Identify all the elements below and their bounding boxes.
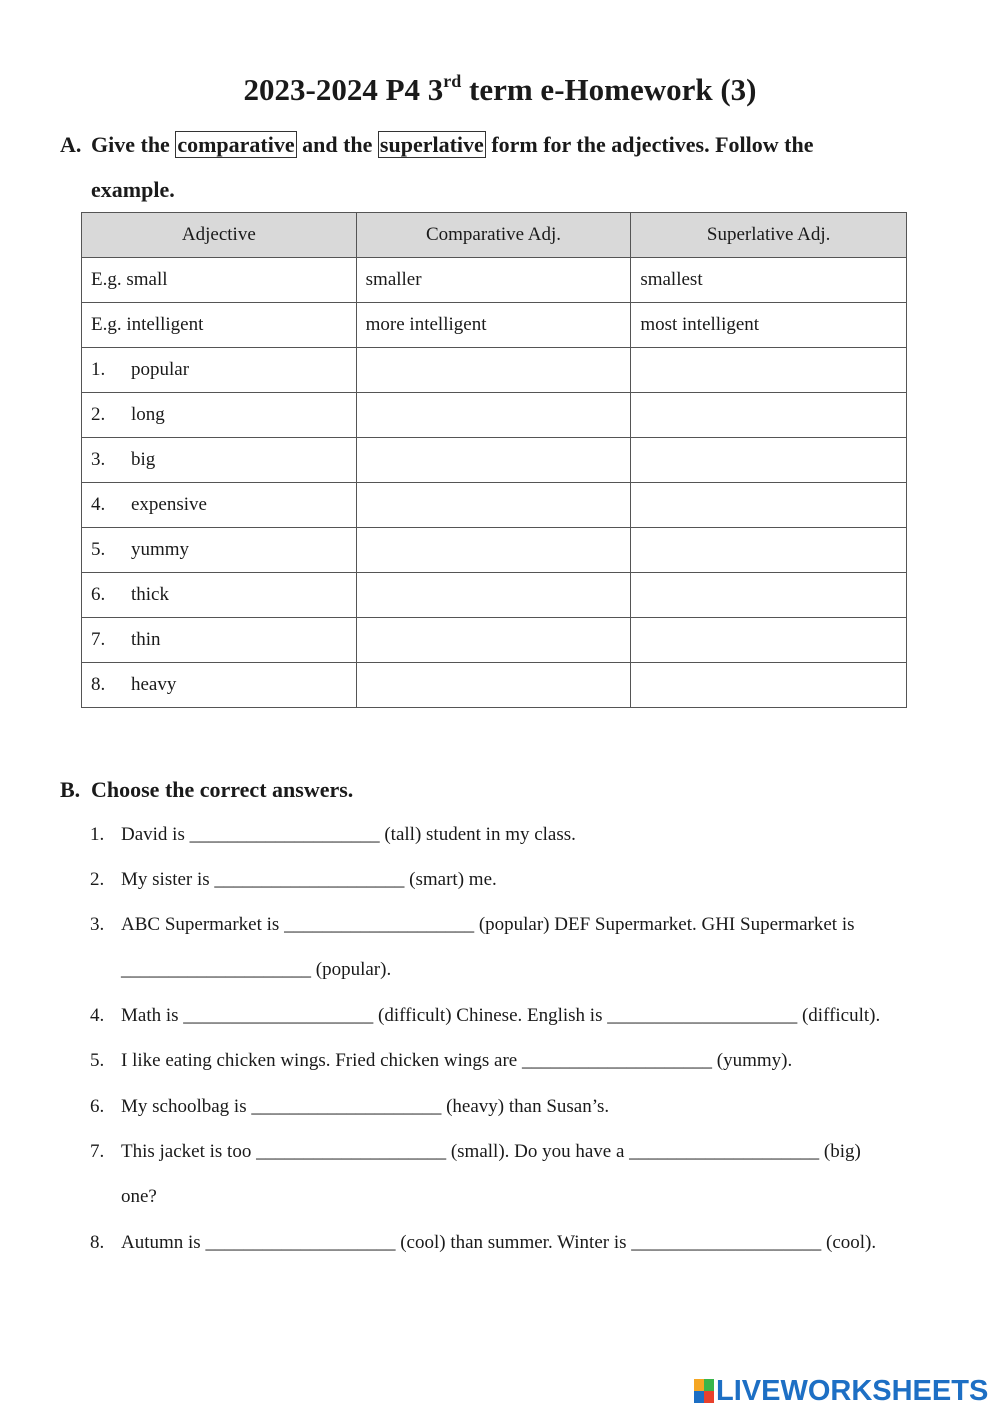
question-item[interactable]: 2. My sister is ____________________ (smart) me. (90, 869, 497, 890)
example-adjective: E.g. small (82, 258, 357, 303)
question-item[interactable]: 1. David is ____________________ (tall) student in my class. (90, 824, 576, 845)
superlative-answer-cell[interactable] (631, 528, 907, 573)
example-adjective: E.g. intelligent (82, 303, 357, 348)
question-item[interactable]: 5. I like eating chicken wings. Fried chicken wings are ____________________ (yummy). (90, 1050, 793, 1071)
boxed-comparative: comparative (177, 132, 295, 157)
adjective-cell: 3. big (82, 438, 357, 483)
adjective-cell: 7. thin (82, 618, 357, 663)
question-item[interactable]: 3. ABC Supermarket is ____________________ (popular) DEF Supermarket. GHI Supermarket is (90, 914, 855, 935)
comparative-answer-cell[interactable] (356, 528, 631, 573)
header-comparative: Comparative Adj. (356, 213, 631, 258)
superlative-answer-cell[interactable] (631, 483, 907, 528)
table-row (82, 528, 907, 573)
table-header-row (82, 213, 907, 258)
example-row (82, 303, 907, 348)
superlative-answer-cell[interactable] (631, 663, 907, 708)
table-row (82, 618, 907, 663)
section-b-heading: B. Choose the correct answers. (60, 775, 353, 805)
comparative-answer-cell[interactable] (356, 663, 631, 708)
superlative-answer-cell[interactable] (631, 348, 907, 393)
liveworksheets-logo-icon (694, 1379, 714, 1403)
adjective-cell: 1. popular (82, 348, 357, 393)
example-superlative: smallest (631, 258, 907, 303)
boxed-superlative: superlative (379, 132, 484, 157)
section-a-heading: A. Give the comparative and the superlative form for the adjectives. Follow the (60, 130, 813, 160)
adjective-cell: 5. yummy (82, 528, 357, 573)
title-superscript: rd (443, 71, 462, 91)
comparative-answer-cell[interactable] (356, 573, 631, 618)
liveworksheets-logo (694, 1376, 988, 1406)
section-a-letter: A. (60, 132, 82, 157)
question-item[interactable]: 7. This jacket is too ____________________ (small). Do you have a ____________________ (big) (90, 1141, 861, 1162)
adjective-cell: 2. long (82, 393, 357, 438)
example-comparative: more intelligent (356, 303, 631, 348)
question-item[interactable]: 8. Autumn is ____________________ (cool) than summer. Winter is ____________________ (cool). (90, 1232, 877, 1253)
section-a-heading-cont: example. (91, 177, 175, 202)
table-row (82, 483, 907, 528)
superlative-answer-cell[interactable] (631, 438, 907, 483)
section-b-letter: B. (60, 777, 81, 802)
table-row (82, 438, 907, 483)
superlative-answer-cell[interactable] (631, 618, 907, 663)
table-row (82, 348, 907, 393)
example-row (82, 258, 907, 303)
superlative-answer-cell[interactable] (631, 393, 907, 438)
table-row (82, 393, 907, 438)
adjective-cell: 6. thick (82, 573, 357, 618)
adjective-cell: 4. expensive (82, 483, 357, 528)
title-main: 2023-2024 P4 3 (243, 72, 444, 107)
adjective-table (81, 212, 907, 708)
comparative-answer-cell[interactable] (356, 393, 631, 438)
title-rest: term e-Homework (3) (461, 72, 757, 107)
question-item-continuation[interactable]: ____________________ (popular). (121, 959, 392, 980)
table-row (82, 663, 907, 708)
liveworksheets-brand: LIVEWORKSHEETS (716, 1374, 989, 1407)
example-comparative: smaller (356, 258, 631, 303)
header-superlative: Superlative Adj. (631, 213, 907, 258)
page-title (0, 70, 1000, 110)
table-row (82, 573, 907, 618)
question-item[interactable]: 6. My schoolbag is ____________________ (heavy) than Susan’s. (90, 1096, 610, 1117)
comparative-answer-cell[interactable] (356, 348, 631, 393)
header-adjective: Adjective (82, 213, 357, 258)
comparative-answer-cell[interactable] (356, 618, 631, 663)
adjective-cell: 8. heavy (82, 663, 357, 708)
comparative-answer-cell[interactable] (356, 483, 631, 528)
question-item-continuation[interactable]: one? (121, 1186, 157, 1207)
question-item[interactable]: 4. Math is ____________________ (difficult) Chinese. English is ____________________ (difficult). (90, 1005, 881, 1026)
comparative-answer-cell[interactable] (356, 438, 631, 483)
example-superlative: most intelligent (631, 303, 907, 348)
superlative-answer-cell[interactable] (631, 573, 907, 618)
